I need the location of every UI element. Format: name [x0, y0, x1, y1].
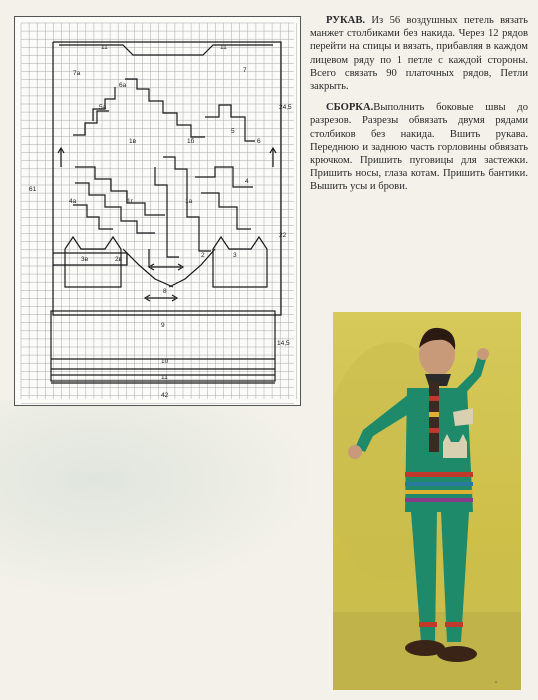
label-2: 2 [201, 252, 205, 259]
diagonal-right [169, 249, 215, 287]
cat-outline-mid-4 [201, 193, 251, 229]
steps-left-top [73, 111, 109, 135]
stripe [405, 472, 473, 477]
label-4: 4 [245, 178, 249, 185]
label-1b: 1б [187, 138, 195, 145]
assembly-body: Выполнить боковые швы до разрезов. Разрезы обвязать двумя рядами столбиков без накида. Вшить рукава. Переднюю и заднюю часть горловины обвязать крючком. Пришить пуговицы для застежки. Пришить носы, глаза котам. Пришить бантики. Вышить усы и брови. [310, 102, 528, 193]
boy-illustration [333, 312, 521, 690]
label-2v: 2в [115, 256, 123, 263]
label-11a: 11 [101, 44, 108, 51]
boy-photo [333, 312, 521, 690]
label-6a: 6а [119, 82, 127, 89]
pattern-outline [51, 42, 281, 383]
label-5: 5 [231, 128, 235, 135]
label-11c: 11 [161, 374, 168, 381]
label-1v: 1в [129, 138, 137, 145]
assembly-heading: СБОРКА. [326, 102, 374, 114]
chart-grid [21, 23, 296, 404]
knitting-chart [14, 16, 301, 406]
label-5a: 5а [99, 104, 107, 111]
page-stain [0, 400, 320, 600]
sleeve-heading: РУКАВ. [326, 15, 366, 26]
diagonal-left [123, 249, 173, 287]
label-6: 6 [257, 138, 261, 145]
label-22: 22 [279, 232, 287, 239]
cat-outline-right [213, 237, 267, 287]
instructions-text [310, 14, 528, 202]
cat-outline-right [205, 105, 255, 141]
neck-outline [59, 45, 273, 55]
raised-hand [477, 348, 489, 360]
chart-labels [29, 44, 292, 399]
label-10: 10 [161, 358, 169, 365]
sleeve-paragraph [310, 14, 528, 93]
cat-outline-left [65, 237, 121, 287]
label-3v: 3в [81, 256, 89, 263]
label-3: 3 [233, 252, 237, 259]
label-24-5: 24,5 [279, 104, 292, 111]
label-11b: 11 [220, 44, 227, 51]
label-14-5: 14,5 [277, 340, 290, 347]
chart-svg [15, 17, 300, 405]
label-1a: 1а [185, 198, 193, 205]
label-4a: 4а [69, 198, 77, 205]
right-shoe [437, 646, 477, 662]
label-7a: 7а [73, 70, 81, 77]
label-61: 61 [29, 186, 37, 193]
assembly-paragraph [310, 101, 528, 193]
label-8: 8 [163, 288, 167, 295]
label-9: 9 [161, 322, 165, 329]
extended-hand [348, 445, 362, 459]
label-42: 42 [161, 392, 169, 399]
photo-mark: " [495, 682, 498, 688]
sleeve-body: Из 56 воздушных петель вязать манжет столбиками без накида. Через 12 рядов перейти на спицы и вязать, прибавляя в каждом лицевом ряду по 1 петле с каждой стороны. Всего связать 90 платочных рядов, Петли закрыть. [310, 15, 528, 93]
label-1g: 1г [127, 198, 133, 205]
label-7: 7 [243, 67, 247, 74]
